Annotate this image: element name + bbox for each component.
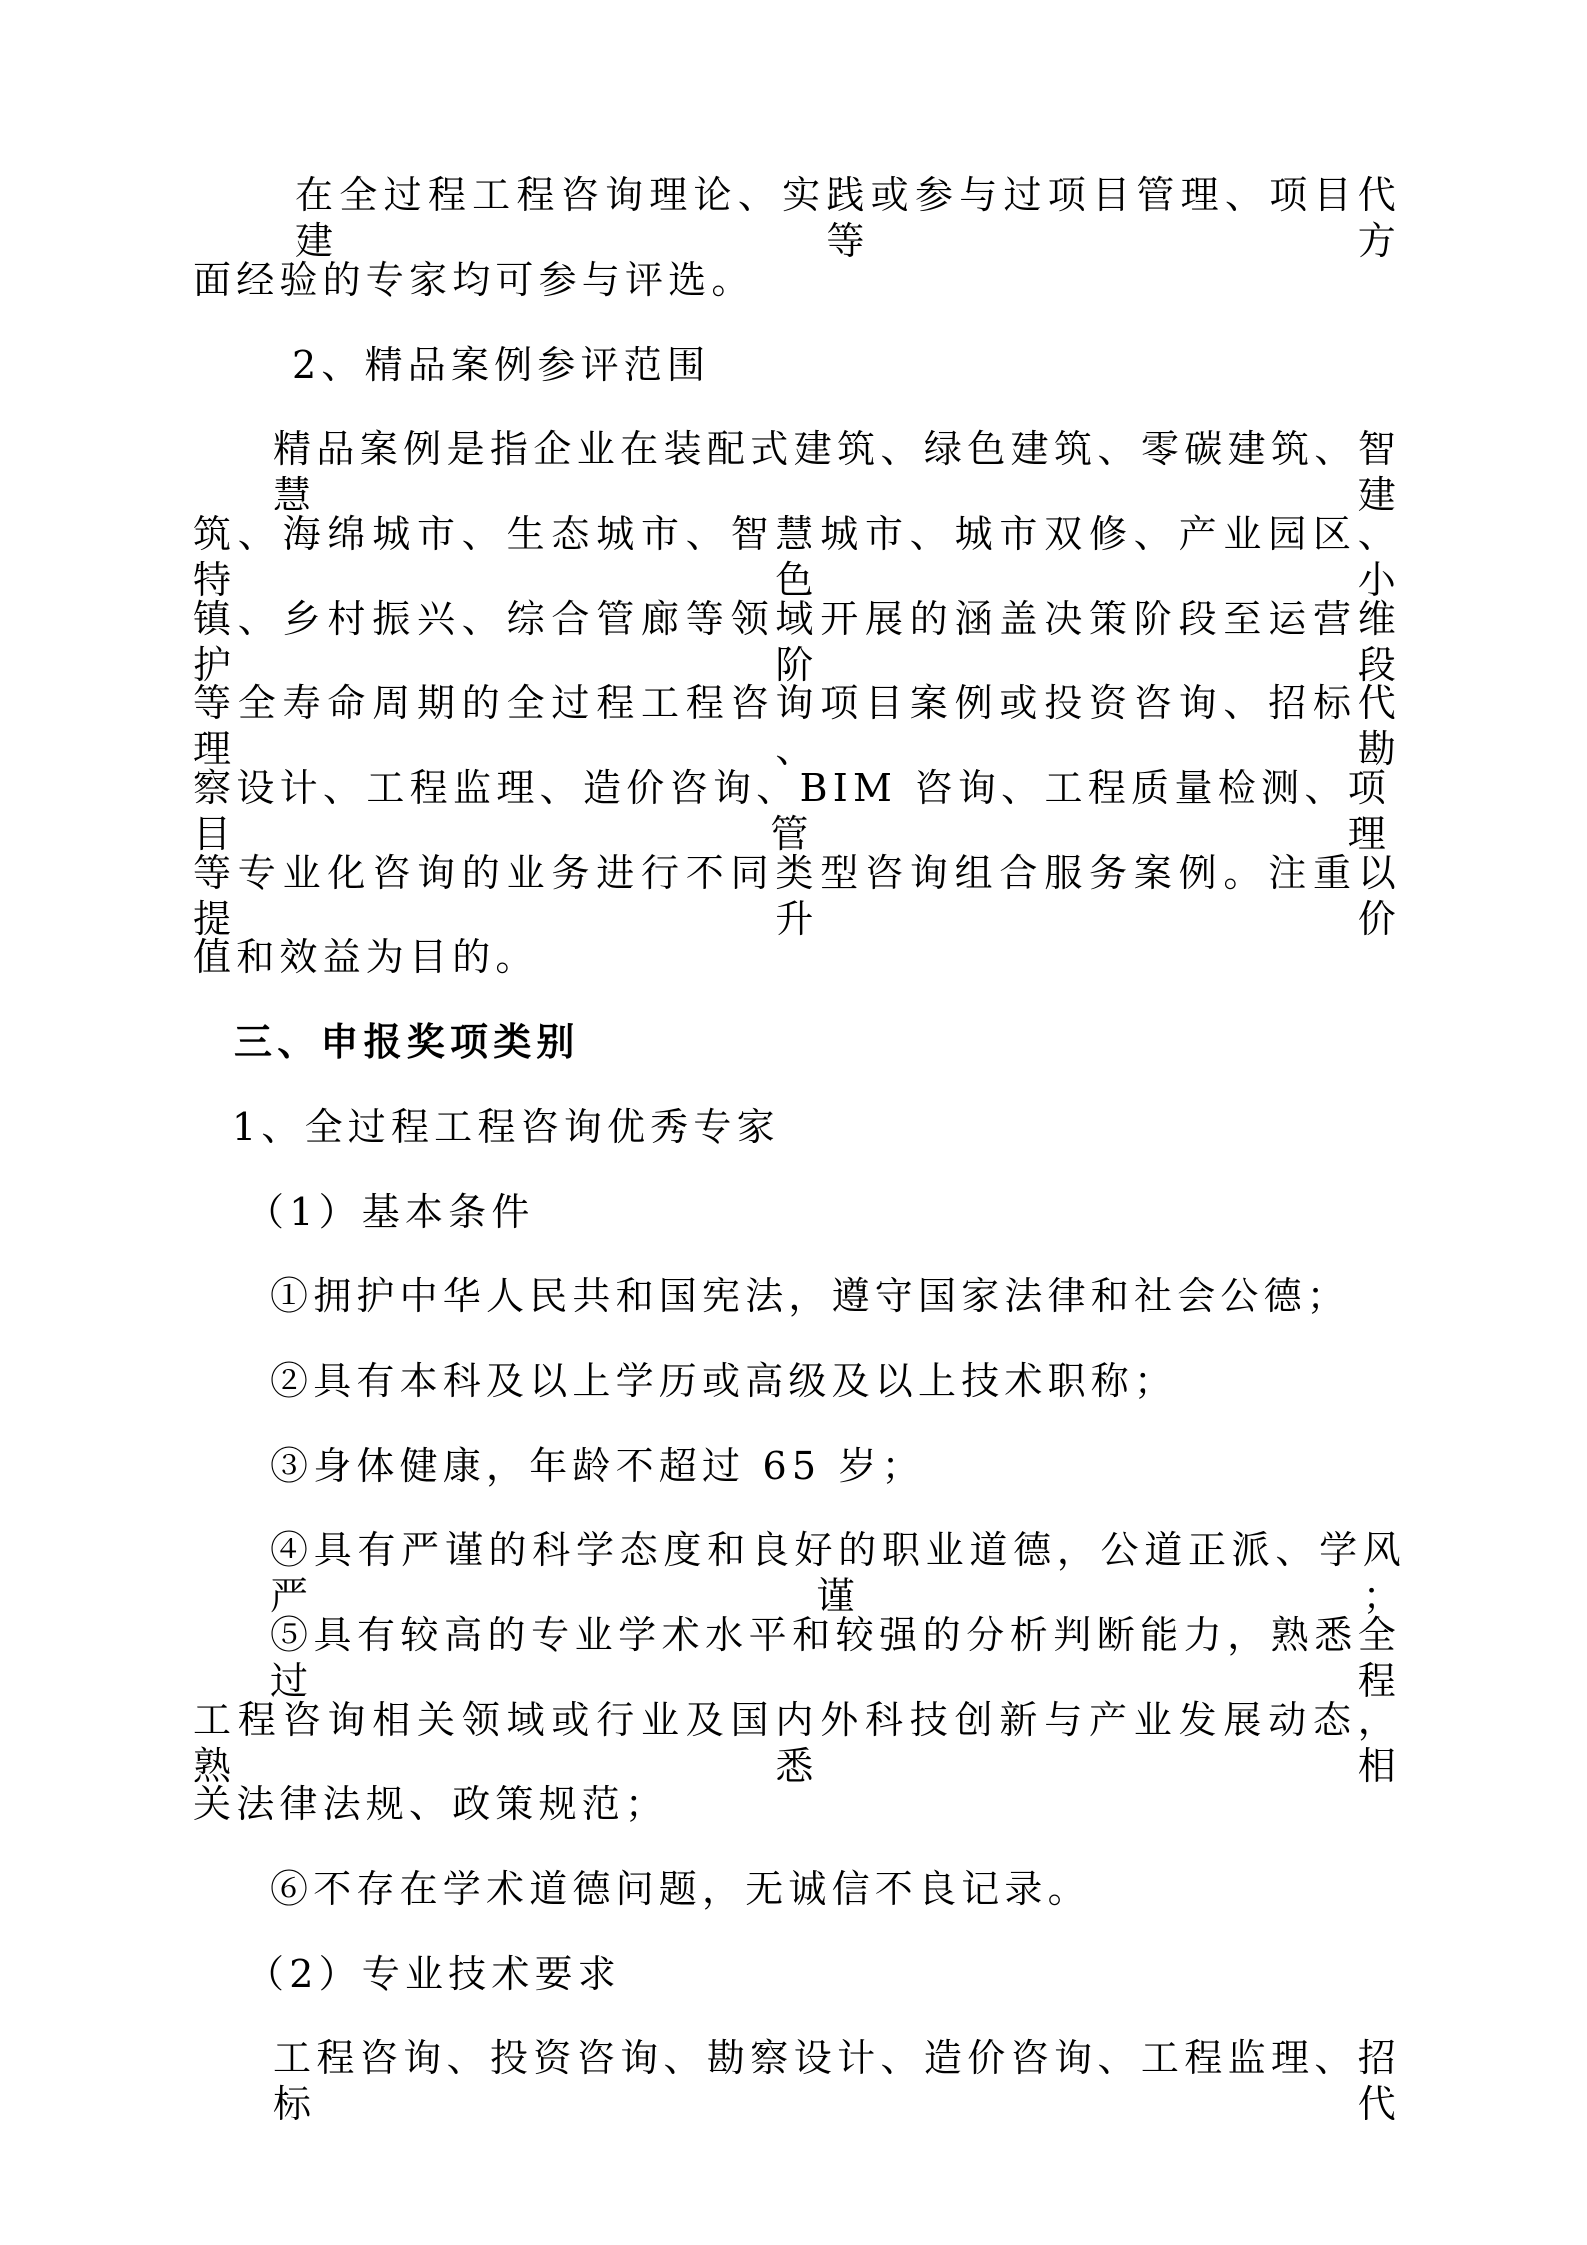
body-text-line: 关法律法规、政策规范； <box>193 1782 669 1826</box>
list-item: ⑤具有较高的专业学术水平和较强的分析判断能力，熟悉全过程 <box>270 1613 1401 1703</box>
body-text-line: 工程咨询、投资咨询、勘察设计、造价咨询、工程监理、招标代 <box>273 2036 1401 2126</box>
body-text-line: 等全寿命周期的全过程工程咨询项目案例或投资咨询、招标代理、勘 <box>193 681 1401 771</box>
body-text-line: 精品案例是指企业在装配式建筑、绿色建筑、零碳建筑、智慧建 <box>273 427 1401 517</box>
list-item: ④具有严谨的科学态度和良好的职业道德，公道正派、学风严谨； <box>270 1528 1406 1618</box>
list-item: ②具有本科及以上学历或高级及以上技术职称； <box>270 1359 1178 1403</box>
list-item: ①拥护中华人民共和国宪法，遵守国家法律和社会公德； <box>270 1274 1351 1318</box>
list-item: ⑥不存在学术道德问题，无诚信不良记录。 <box>270 1867 1091 1911</box>
body-text-line: 值和效益为目的。 <box>193 935 539 979</box>
subsection-heading: 2、精品案例参评范围 <box>292 343 711 387</box>
body-text-line: 面经验的专家均可参与评选。 <box>193 258 755 302</box>
item-heading: （1）基本条件 <box>246 1190 535 1234</box>
list-item: ③身体健康，年龄不超过 65 岁； <box>270 1444 925 1488</box>
subsection-heading: 1、全过程工程咨询优秀专家 <box>232 1105 780 1149</box>
body-text-line: 镇、乡村振兴、综合管廊等领域开展的涵盖决策阶段至运营维护阶段 <box>193 597 1401 687</box>
section-heading: 三、申报奖项类别 <box>234 1019 580 1064</box>
body-text-line: 筑、海绵城市、生态城市、智慧城市、城市双修、产业园区、特色小 <box>193 512 1401 602</box>
body-text-line: 在全过程工程咨询理论、实践或参与过项目管理、项目代建等方 <box>295 173 1401 263</box>
body-text-line: 工程咨询相关领域或行业及国内外科技创新与产业发展动态，熟悉相 <box>193 1698 1401 1788</box>
item-heading: （2）专业技术要求 <box>246 1952 621 1996</box>
body-text-line: 察设计、工程监理、造价咨询、BIM 咨询、工程质量检测、项目管理 <box>193 766 1391 856</box>
body-text-line: 等专业化咨询的业务进行不同类型咨询组合服务案例。注重以提升价 <box>193 851 1401 941</box>
